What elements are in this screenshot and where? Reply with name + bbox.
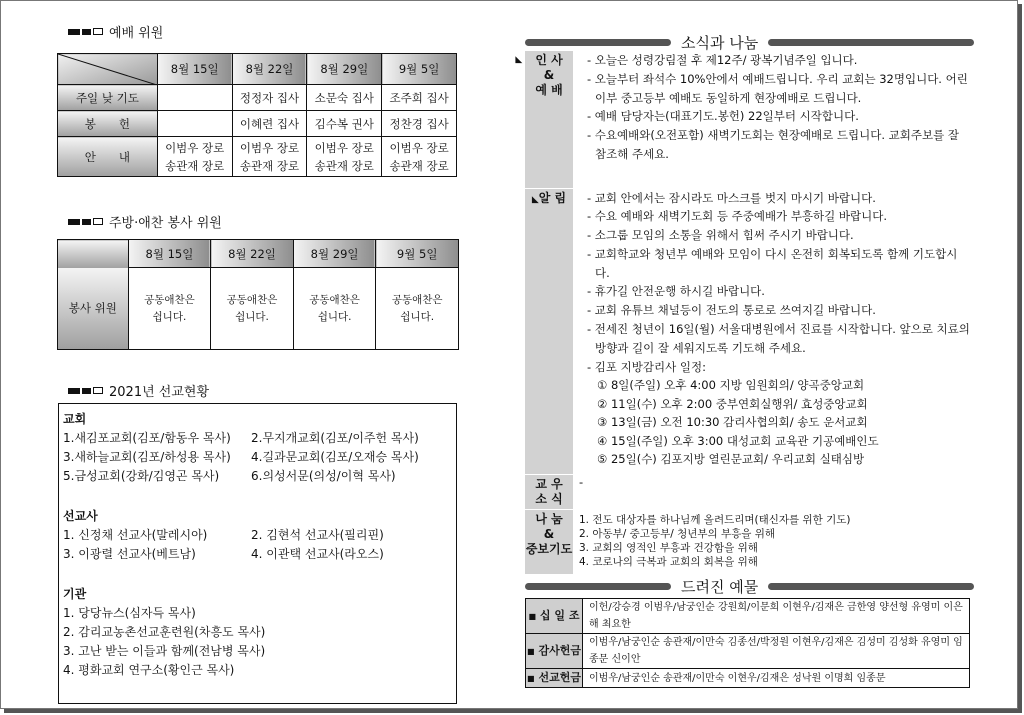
kitchen-date: 9월 5일 xyxy=(376,240,459,268)
worship-date: 8월 15일 xyxy=(157,54,232,85)
kitchen-date: 8월 15일 xyxy=(128,240,211,268)
worship-date: 9월 5일 xyxy=(382,54,457,85)
kitchen-cell: 공동애찬은 쉽니다. xyxy=(211,268,294,350)
kitchen-cell: 공동애찬은 쉽니다. xyxy=(376,268,459,350)
offering-section-title: 드려진 예물 xyxy=(525,576,974,597)
title-bar-icon xyxy=(768,39,974,46)
schedule-item: ③ 13일(금) 오전 10:30 감리사협의회/ 송도 운서교회 xyxy=(597,415,868,430)
schedule-list xyxy=(579,376,970,469)
kitchen-table xyxy=(57,239,459,350)
offering-label: ■ 선교헌금 xyxy=(526,669,583,688)
mission-section-title: 2021년 선교현황 xyxy=(68,381,209,400)
news-prayer-items xyxy=(573,510,970,575)
worship-cell: 이범우 장로 송관재 장로 xyxy=(382,137,457,177)
news-item: - 수요예배와(오전포함) 새벽기도회는 현장예배로 드립니다. 교회주보를 잘 참조해 주세요. xyxy=(587,128,959,161)
schedule-item: ① 8일(주일) 오후 4:00 지방 임원회의/ 양곡중앙교회 xyxy=(597,378,865,393)
news-item: - 전세진 청년이 16일(월) 서울대병원에서 진료를 시작합니다. 앞으로 치료의 방향과 길이 잘 세워지도록 기도해 주세요. xyxy=(587,322,970,355)
mission-church-row: 5.금성교회(강화/김영곤 목사) 6.의성서문(의성/이혁 목사) xyxy=(63,469,396,483)
mission-church-row: 3.새하늘교회(김포/하성용 목사) 4.길과문교회(김포/오재승 목사) xyxy=(63,450,419,464)
news-item: - 교회 유튜브 채널등이 전도의 통로로 쓰여지길 바랍니다. xyxy=(587,303,876,318)
worship-cell xyxy=(157,85,232,111)
kitchen-date: 8월 22일 xyxy=(211,240,294,268)
prayer-item: 1. 전도 대상자를 하나님께 올려드리며(태신자를 위한 기도) xyxy=(579,513,851,526)
title-bar-icon xyxy=(525,39,671,46)
mission-missionaries-heading: 선교사 xyxy=(63,509,98,523)
worship-cell: 이범우 장로 송관재 장로 xyxy=(232,137,307,177)
worship-cell: 소문숙 집사 xyxy=(307,85,382,111)
worship-role-label: 봉 헌 xyxy=(58,111,158,137)
news-item: - 오늘부터 좌석수 10%안에서 예배드립니다. 우리 교회는 32명입니다. 어린이부 중고등부 예배도 동일하게 현장예배로 드립니다. xyxy=(587,71,968,105)
news-greeting-items xyxy=(573,51,970,189)
bullet-icon: ■ xyxy=(527,674,535,683)
diagonal-header-cell xyxy=(58,54,158,85)
offering-label: ■ 감사헌금 xyxy=(526,634,583,669)
worship-cell: 조주희 집사 xyxy=(382,85,457,111)
worship-cell xyxy=(157,111,232,137)
title-bar-icon xyxy=(768,583,974,590)
news-notice-items xyxy=(573,189,970,475)
news-category-greeting: ◣ 인 사 & 예 배 xyxy=(525,51,573,189)
prayer-item: 2. 아동부/ 중고등부/ 청년부의 부흥을 위해 xyxy=(579,527,776,540)
bullet-icon: ■ xyxy=(528,612,537,621)
worship-cell: 정정자 집사 xyxy=(232,85,307,111)
mission-church-row: 1.새김포교회(김포/함동우 목사) 2.무지개교회(김포/이주헌 목사) xyxy=(63,431,419,445)
worship-table xyxy=(57,53,457,177)
worship-cell: 김수복 권사 xyxy=(307,111,382,137)
news-item: - 교회 안에서는 잠시라도 마스크를 벗지 마시기 바랍니다. xyxy=(587,190,876,205)
news-item: - 수요 예배와 새벽기도회 등 주중예배가 부흥하길 바랍니다. xyxy=(587,209,888,224)
worship-role-label: 주일 낮 기도 xyxy=(58,85,158,111)
section-marker-icon xyxy=(68,387,103,394)
news-section-title: 소식과 나눔 xyxy=(525,32,974,53)
prayer-item: 3. 교회의 영적인 부흥과 건강함을 위해 xyxy=(579,541,758,554)
worship-cell: 이범우 장로 송관재 장로 xyxy=(307,137,382,177)
worship-cell: 이혜련 집사 xyxy=(232,111,307,137)
worship-cell: 정찬경 집사 xyxy=(382,111,457,137)
kitchen-date: 8월 29일 xyxy=(293,240,376,268)
worship-section-title: 예배 위원 xyxy=(68,22,163,41)
kitchen-section-title: 주방·애찬 봉사 위원 xyxy=(68,212,222,231)
news-member-text: - xyxy=(579,474,584,489)
offering-names: 이헌/강승경 이범우/남궁인순 강원희/이문희 이현우/김재은 금한영 양선형 유영미 이은해 최요한 xyxy=(583,599,970,634)
mission-missionary-row: 3. 이광렬 선교사(베트남) 4. 이관택 선교사(라오스) xyxy=(63,547,384,561)
news-category-prayer: 나 눔 & 중보기도 xyxy=(525,510,573,575)
worship-date: 8월 22일 xyxy=(232,54,307,85)
schedule-item: ④ 15일(주일) 오후 3:00 대성교회 교육관 기공예배인도 xyxy=(597,433,879,448)
news-table xyxy=(515,51,970,575)
mission-org-item: 2. 감리교농촌선교훈련원(차흥도 목사) xyxy=(63,625,266,639)
news-item: - 휴가길 안전운행 하시길 바랍니다. xyxy=(587,284,765,299)
news-item: - 교회학교와 청년부 예배와 모임이 다시 온전히 회복되도록 함께 기도합시다. xyxy=(587,246,958,280)
news-category-notice: ◣알 림 xyxy=(525,189,573,475)
news-item: - 예배 담당자는(대표기도.봉헌) 22일부터 시작합니다. xyxy=(587,109,859,124)
kitchen-corner-cell xyxy=(58,240,129,268)
section-marker-icon xyxy=(68,218,103,225)
kitchen-cell: 공동애찬은 쉽니다. xyxy=(293,268,376,350)
corner-triangle-icon: ◣ xyxy=(531,195,539,205)
mission-org-item: 3. 고난 받는 이들과 함께(전남병 목사) xyxy=(63,644,266,658)
news-item: - 소그룹 모임의 소통을 위해서 힘써 주시기 바랍니다. xyxy=(587,228,854,243)
offering-table xyxy=(525,598,970,688)
offering-label: ■ 십 일 조 xyxy=(526,599,583,634)
mission-missionary-row: 1. 신정채 선교사(말레시아) 2. 김현석 선교사(필리핀) xyxy=(63,528,384,542)
schedule-item: ⑤ 25일(수) 김포지방 열린문교회/ 우리교회 실태심방 xyxy=(597,452,865,467)
offering-names: 이범우/남궁인순 송관재/이만숙 김종선/박정원 이현우/김재은 김성미 김성화 유영미 임종문 신이안 xyxy=(583,634,970,669)
section-marker-icon xyxy=(68,28,103,35)
mission-churches-heading: 교회 xyxy=(63,412,87,426)
news-item: - 오늘은 성령강림절 후 제12주/ 광복기념주일 입니다. xyxy=(587,53,858,67)
mission-org-item: 1. 당당뉴스(심자득 목사) xyxy=(63,606,196,620)
worship-date: 8월 29일 xyxy=(307,54,382,85)
mission-org-item: 4. 평화교회 연구소(황인근 목사) xyxy=(63,663,235,677)
kitchen-cell: 공동애찬은 쉽니다. xyxy=(128,268,211,350)
title-bar-icon xyxy=(525,583,671,590)
prayer-item: 4. 코로나의 극복과 교회의 회복을 위해 xyxy=(579,555,758,568)
bullet-icon: ■ xyxy=(527,647,535,656)
worship-cell: 이범우 장로 송관재 장로 xyxy=(157,137,232,177)
news-category-members: 교 우 소 식 xyxy=(525,475,573,510)
mission-box xyxy=(58,403,457,704)
schedule-item: ② 11일(수) 오후 2:00 중부연회실행위/ 효성중앙교회 xyxy=(597,396,868,411)
mission-orgs-heading: 기관 xyxy=(63,587,87,601)
news-item: - 김포 지방감리사 일정: xyxy=(587,359,706,374)
offering-names: 이범우/남궁인순 송관재/이만숙 이현우/김재은 성낙원 이명희 임종문 xyxy=(583,669,970,688)
worship-role-label: 안 내 xyxy=(58,137,158,177)
kitchen-role-label: 봉사 위원 xyxy=(58,268,129,350)
